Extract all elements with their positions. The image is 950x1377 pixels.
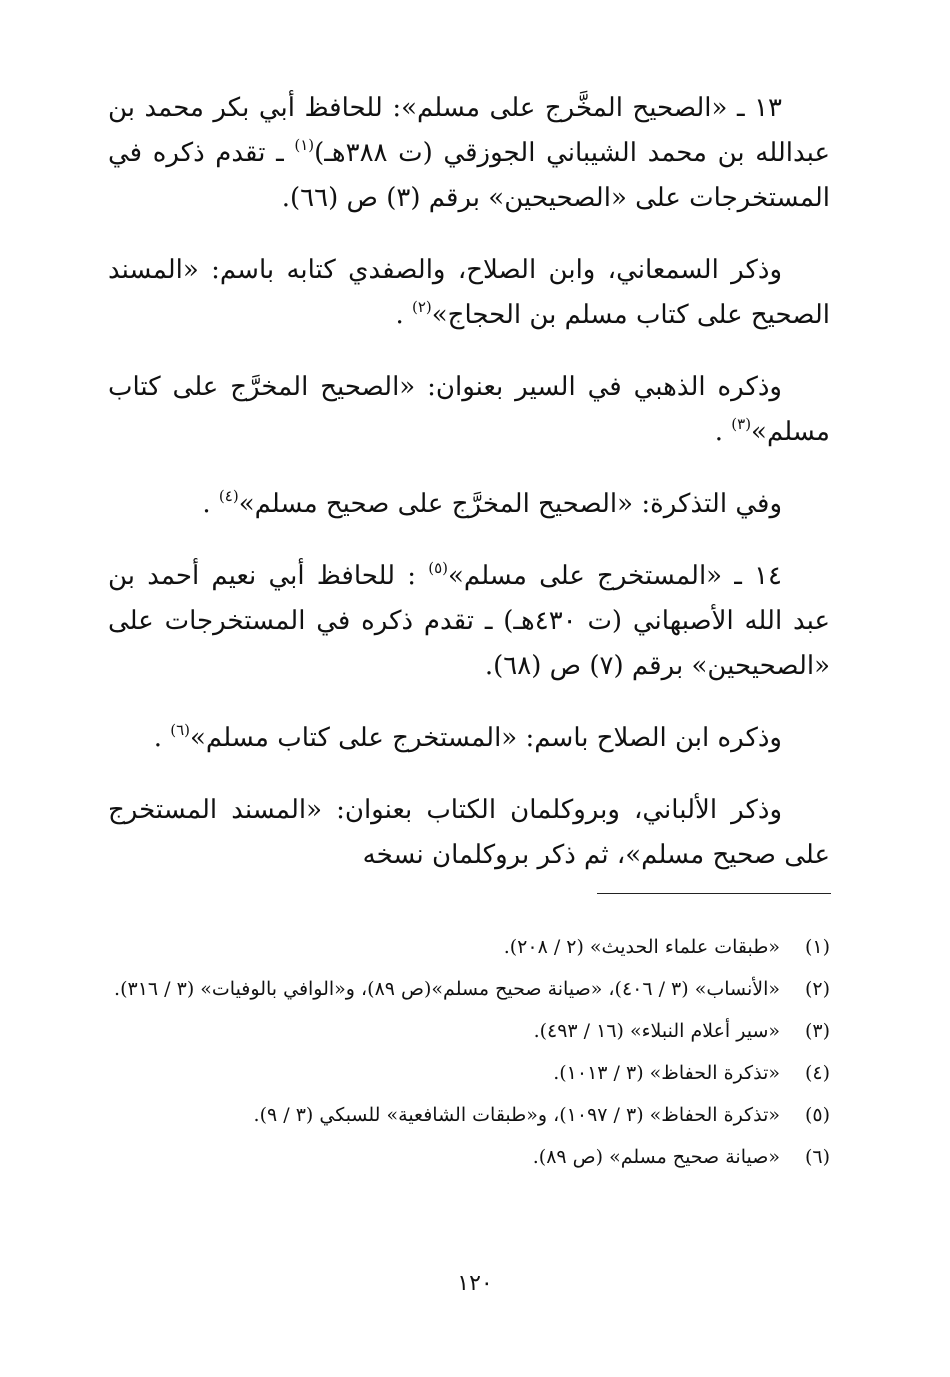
footnote-item	[108, 1094, 830, 1136]
paragraph-text: وذكر الألباني، وبروكلمان الكتاب بعنوان: «المسند المستخرج على صحيح مسلم»، ثم ذكر بروكلمان نسخه	[108, 795, 830, 870]
footnote-ref[interactable]: (١)	[294, 136, 315, 154]
page-number: ١٢٠	[457, 1271, 493, 1296]
paragraph-ibn-salah	[108, 716, 830, 761]
paragraph-text: ـ تقدم ذكره في المستخرجات على «الصحيحين» برقم (٣) ص (٦٦).	[108, 138, 830, 213]
paragraph-entry-14	[108, 554, 830, 689]
footnote-item	[108, 1052, 830, 1094]
footnote-item	[108, 968, 830, 1010]
footnote-divider	[597, 893, 831, 894]
paragraph-text: .	[153, 723, 171, 753]
paragraph-entry-13	[108, 86, 830, 221]
paragraph-text: وذكره الذهبي في السير بعنوان: «الصحيح المخرَّج على كتاب مسلم»	[108, 372, 830, 447]
footnote-number: (٢)	[804, 978, 830, 1000]
footnote-number: (٦)	[804, 1146, 830, 1168]
footnote-text: «الأنساب» (٣ / ٤٠٦)، «صيانة صحيح مسلم»(ص ٨٩)، و«الوافي بالوفيات» (٣ / ٣١٦).	[114, 978, 780, 1000]
paragraph-text: وذكر السمعاني، وابن الصلاح، والصفدي كتابه باسم: «المسند الصحيح على كتاب مسلم بن الحجاج»	[108, 255, 830, 330]
paragraph-text: .	[202, 489, 219, 519]
footnote-item	[108, 926, 830, 968]
footnote-number: (٥)	[804, 1104, 830, 1126]
footnote-ref[interactable]: (٢)	[411, 298, 432, 316]
footnotes-list	[108, 926, 830, 1178]
paragraph-dhahabi-siyar	[108, 365, 830, 455]
footnote-ref[interactable]: (٤)	[218, 487, 239, 505]
paragraph-text: وذكره ابن الصلاح باسم: «المستخرج على كتاب مسلم»	[190, 723, 782, 753]
paragraph-text: : للحافظ أبي نعيم أحمد بن عبد الله الأصبهاني (ت ٤٣٠هـ) ـ تقدم ذكره في المستخرجات على «الصحيحين» برقم (٧) ص (٦٨).	[108, 561, 830, 681]
main-text	[108, 86, 830, 878]
footnote-text: «سير أعلام النبلاء» (١٦ / ٤٩٣).	[533, 1020, 780, 1042]
paragraph-albani	[108, 788, 830, 878]
footnote-ref[interactable]: (٥)	[428, 559, 448, 577]
paragraph-text: .	[714, 417, 732, 447]
footnote-number: (٤)	[804, 1062, 830, 1084]
footnote-text: «تذكرة الحفاظ» (٣ / ١٠٩٧)، و«طبقات الشافعية» للسبكي (٣ / ٩).	[253, 1104, 780, 1126]
paragraph-tadhkira	[108, 482, 830, 527]
footnote-item	[108, 1010, 830, 1052]
footnote-ref[interactable]: (٣)	[731, 415, 752, 433]
footnote-text: «طبقات علماء الحديث» (٢ / ٢٠٨).	[503, 936, 780, 958]
footnote-number: (٣)	[804, 1020, 830, 1042]
paragraph-text: ١٣ ـ «الصحيح المخَّرج على مسلم»: للحافظ أبي بكر محمد بن عبدالله بن محمد الشيباني الجوزقي (ت ٣٨٨هـ)	[108, 93, 831, 168]
paragraph-text: .	[395, 300, 412, 330]
footnote-number: (١)	[804, 936, 830, 958]
footnote-item	[108, 1136, 830, 1178]
paragraph-samani	[108, 248, 830, 338]
paragraph-text: ١٤ ـ «المستخرج على مسلم»	[447, 561, 782, 591]
footnote-text: «تذكرة الحفاظ» (٣ / ١٠١٣).	[553, 1062, 780, 1084]
footnote-ref[interactable]: (٦)	[170, 721, 191, 739]
footnote-text: «صيانة صحيح مسلم» (ص ٨٩).	[532, 1146, 780, 1168]
paragraph-text: وفي التذكرة: «الصحيح المخرَّج على صحيح مسلم»	[238, 489, 782, 519]
